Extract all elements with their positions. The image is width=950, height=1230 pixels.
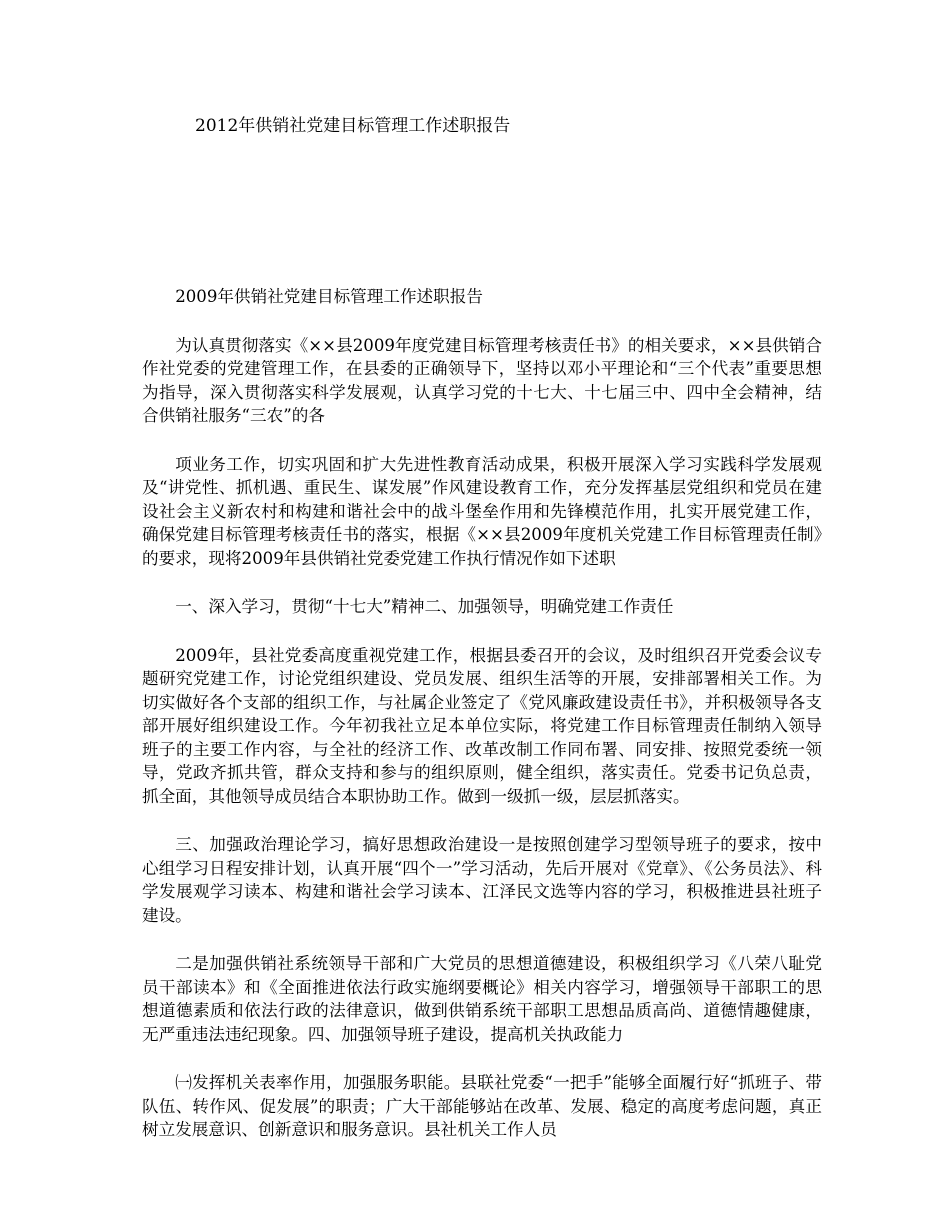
paragraph-intro-continued: 项业务工作，切实巩固和扩大先进性教育活动成果，积极开展深入学习实践科学发展观及“讲党性、抓机遇、重民生、谋发展”作风建设教育工作，充分发挥基层党组织和党员在建设社会主义新农村和构建和谐社会中的战斗堡垒作用和先锋模范作用，扎实开展党建工作，确保党建目标管理考核责任书的落实，根据《××县2009年度机关党建工作目标管理责任制》的要求，现将2009年县供销社党委党建工作执行情况作如下述职 <box>142 454 822 568</box>
section-heading-1-2: 一、深入学习，贯彻“十七大”精神二、加强领导，明确党建工作责任 <box>175 597 674 616</box>
report-subtitle: 2009年供销社党建目标管理工作述职报告 <box>175 287 483 306</box>
paragraph-leadership: 2009年，县社党委高度重视党建工作，根据县委召开的会议，及时组织召开党委会议专题研究党建工作，讨论党组织建设、党员发展、组织生活等的开展，安排部署相关工作。为切实做好各个支部的组织工作，与社属企业签定了《党风廉政建设责任书》，并积极领导各支部开展好组织建设工作。今年初我社立足本单位实际，将党建工作目标管理责任制纳入领导班子的主要工作内容，与全社的经济工作、改革改制工作同布署、同安排、按照党委统一领导，党政齐抓共管，群众支持和参与的组织原则，健全组织，落实责任。党委书记负总责，抓全面，其他领导成员结合本职协助工作。做到一级抓一级，层层抓落实。 <box>142 645 822 806</box>
document-title: 2012年供销社党建目标管理工作述职报告 <box>195 116 511 136</box>
paragraph-moral-building: 二是加强供销社系统领导干部和广大党员的思想道德建设，积极组织学习《八荣八耻党员干部读本》和《全面推进依法行政实施纲要概论》相关内容学习，增强领导干部职工的思想道德素质和依法行政的法律意识，做到供销系统干部职工思想品质高尚、道德情趣健康，无严重违法违纪现象。四、加强领导班子建设，提高机关执政能力 <box>142 954 822 1044</box>
paragraph-organ-role: ㈠发挥机关表率作用，加强服务职能。县联社党委“一把手”能够全面履行好“抓班子、带队伍、转作风、促发展”的职责；广大干部能够站在改革、发展、稳定的高度考虑问题，真正树立发展意识、创新意识和服务意识。县社机关工作人员 <box>142 1073 822 1139</box>
document-body <box>142 285 822 1167</box>
paragraph-political-study: 三、加强政治理论学习，搞好思想政治建设一是按照创建学习型领导班子的要求，按中心组学习日程安排计划，认真开展“四个一”学习活动，先后开展对《党章》、《公务员法》、科学发展观学习读本、构建和谐社会学习读本、江泽民文选等内容的学习，积极推进县社班子建设。 <box>142 835 822 925</box>
paragraph-intro: 为认真贯彻落实《××县2009年度党建目标管理考核责任书》的相关要求，××县供销合作社党委的党建管理工作，在县委的正确领导下，坚持以邓小平理论和“三个代表”重要思想为指导，深入贯彻落实科学发展观，认真学习党的十七大、十七届三中、四中全会精神，结合供销社服务“三农”的各 <box>142 335 822 425</box>
